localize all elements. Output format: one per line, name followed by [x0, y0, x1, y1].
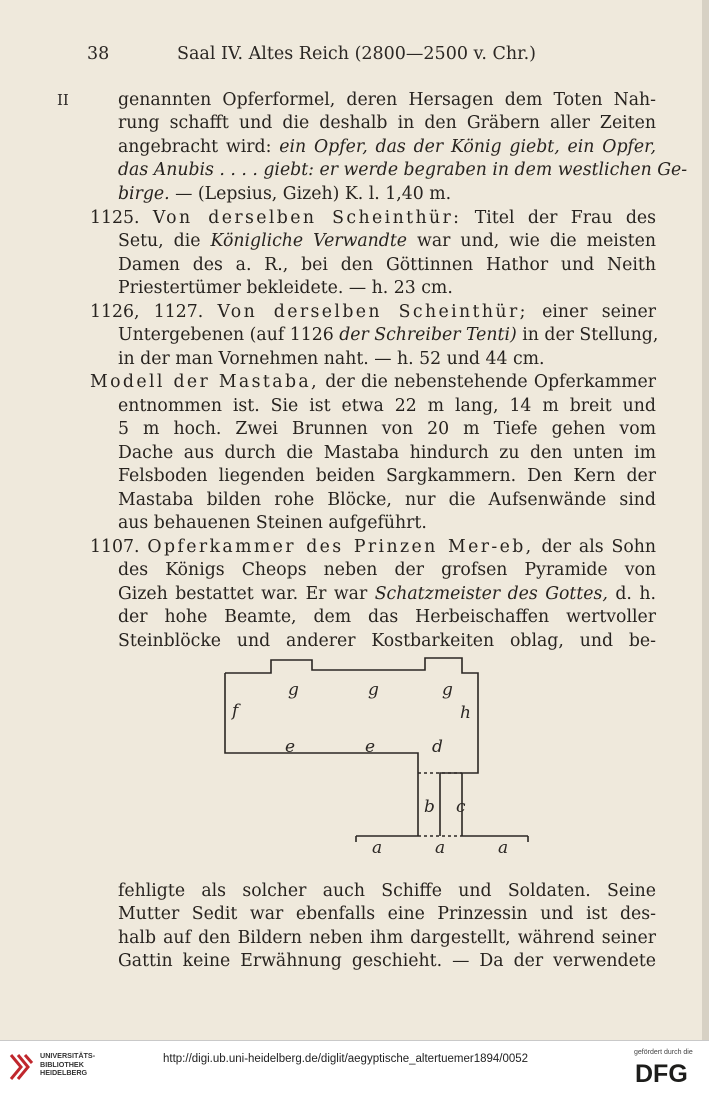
text-segment: der die nebenstehende Opferkammer	[319, 372, 656, 392]
text-segment: Steinblöcke und anderer Kostbarkeiten oblag, und be-	[118, 631, 656, 651]
text-segment: genannten Opferformel, deren Hersagen dem Toten Nah-	[118, 90, 656, 110]
spaced-heading-segment: Modell der Mastaba,	[90, 372, 319, 392]
text-segment: Untergebenen (auf 1126	[118, 325, 340, 345]
text-line	[90, 210, 656, 227]
text-segment: einer seiner	[527, 302, 656, 322]
text-segment: — (Lepsius, Gizeh) K. l. 1,40 m.	[169, 184, 452, 204]
text-line	[118, 953, 656, 970]
text-line	[118, 468, 656, 485]
text-line	[118, 233, 656, 250]
text-line	[90, 539, 656, 556]
text-segment: aus behauenen Steinen aufgeführt.	[118, 513, 427, 533]
text-line	[118, 280, 453, 297]
text-segment: Priestertümer bekleidete. — h. 23 cm.	[118, 278, 453, 298]
text-segment: halb auf den Bildern neben ihm dargestellt, während seiner	[118, 928, 656, 948]
text-segment: entnommen ist. Sie ist etwa 22 m lang, 14 m breit und	[118, 396, 656, 416]
text-line	[118, 633, 656, 650]
text-line	[118, 609, 656, 626]
text-segment: Gattin keine Erwähnung geschieht. — Da der verwendete	[118, 951, 656, 971]
text-line	[118, 186, 451, 203]
text-line	[118, 515, 427, 532]
source-url-link[interactable]: http://digi.ub.uni-heidelberg.de/diglit/aegyptische_altertuemer1894/0052	[163, 1053, 529, 1065]
text-segment: der als Sohn	[533, 537, 657, 557]
text-segment: rung schafft und die deshalb in den Gräbern aller Zeiten	[118, 113, 656, 133]
text-line	[118, 398, 656, 415]
text-line	[118, 351, 545, 368]
plan-label-f: f	[232, 701, 239, 721]
spaced-heading-segment: Von derselben Scheinthür;	[217, 302, 528, 322]
text-line	[118, 115, 656, 132]
italic-segment: ein Opfer, das der König giebt, ein Opfer,	[279, 137, 656, 157]
plan-label-a1: a	[372, 838, 383, 858]
text-segment: der hohe Beamte, dem das Herbeischaffen wertvoller	[118, 607, 656, 627]
svg-text:DFG: DFG	[635, 1060, 688, 1085]
margin-numeral: II	[57, 91, 69, 109]
plan-label-e2: e	[365, 737, 376, 757]
plan-label-c: c	[456, 797, 466, 817]
text-segment: d. h.	[607, 584, 656, 604]
spaced-heading-segment: Von derselben Scheinthür:	[152, 208, 462, 228]
text-line	[118, 562, 656, 579]
text-segment: Damen des a. R., bei den Göttinnen Hathor und Neith	[118, 255, 656, 275]
text-segment: Dache aus durch die Mastaba hindurch zu den unten im	[118, 443, 656, 463]
digitization-footer	[0, 1040, 709, 1093]
text-segment: in der man Vornehmen naht. — h. 52 und 44 cm.	[118, 349, 545, 369]
plan-label-g2: g	[368, 680, 379, 700]
text-line	[118, 92, 656, 109]
text-line	[118, 325, 659, 345]
text-segment: 1126, 1127.	[90, 302, 218, 322]
text-line	[118, 421, 656, 438]
text-line	[118, 257, 656, 274]
text-segment: Gizeh bestattet war. Er war	[118, 584, 375, 604]
plan-label-h: h	[460, 703, 471, 723]
italic-segment: Königliche Verwandte	[210, 231, 408, 251]
text-segment: Felsboden liegenden beiden Sargkammern. Den Kern der	[118, 466, 656, 486]
text-line	[118, 139, 656, 156]
plan-label-a3: a	[498, 838, 509, 858]
plan-label-g1: g	[288, 680, 299, 700]
plan-label-g3: g	[442, 680, 453, 700]
text-line	[118, 160, 688, 180]
text-segment: Mastaba bilden rohe Blöcke, nur die Aufsenwände sind	[118, 490, 656, 510]
italic-segment: das Anubis . . . . giebt: er werde begraben in dem westlichen Ge-	[118, 160, 688, 180]
library-name: UNIVERSITÄTS- BIBLIOTHEK HEIDELBERG	[40, 1051, 96, 1078]
text-segment: angebracht wird:	[118, 137, 280, 157]
text-segment: 1107.	[90, 537, 148, 557]
text-segment: in der Stellung,	[516, 325, 659, 345]
mastaba-floor-plan	[210, 650, 530, 860]
text-segment: Setu, die	[118, 231, 211, 251]
italic-segment: der Schreiber Tenti)	[339, 325, 517, 345]
italic-segment: Schatzmeister des Gottes,	[374, 584, 608, 604]
plan-label-d: d	[432, 737, 443, 757]
plan-label-b: b	[424, 797, 435, 817]
text-line	[90, 304, 656, 321]
text-line	[118, 492, 656, 509]
text-line	[90, 374, 656, 391]
text-segment: des Königs Cheops neben der grofsen Pyramide von	[118, 560, 656, 580]
text-line	[118, 586, 656, 603]
text-segment: fehligte als solcher auch Schiffe und Soldaten. Seine	[118, 881, 656, 901]
text-segment: 1125.	[90, 208, 153, 228]
text-line	[118, 930, 656, 947]
text-segment: war und, wie die meisten	[407, 231, 656, 251]
text-segment: Mutter Sedit war ebenfalls eine Prinzessin und ist des-	[118, 904, 656, 924]
page-number: 38	[87, 44, 110, 64]
running-head: Saal IV. Altes Reich (2800—2500 v. Chr.)	[177, 44, 536, 64]
dfg-logo-icon	[634, 1059, 702, 1085]
text-line	[118, 906, 656, 923]
text-segment: Titel der Frau des	[461, 208, 656, 228]
plan-label-a2: a	[435, 838, 446, 858]
text-segment: 5 m hoch. Zwei Brunnen von 20 m Tiefe gehen vom	[118, 419, 656, 439]
funding-note: gefördert durch die	[634, 1049, 693, 1056]
text-line	[118, 445, 656, 462]
spaced-heading-segment: Opferkammer des Prinzen Mer-eb,	[147, 537, 534, 557]
text-line	[118, 883, 656, 900]
plan-label-e1: e	[285, 737, 296, 757]
italic-segment: birge.	[118, 184, 170, 204]
university-library-logo-icon	[8, 1051, 34, 1083]
scan-edge	[702, 0, 709, 1040]
